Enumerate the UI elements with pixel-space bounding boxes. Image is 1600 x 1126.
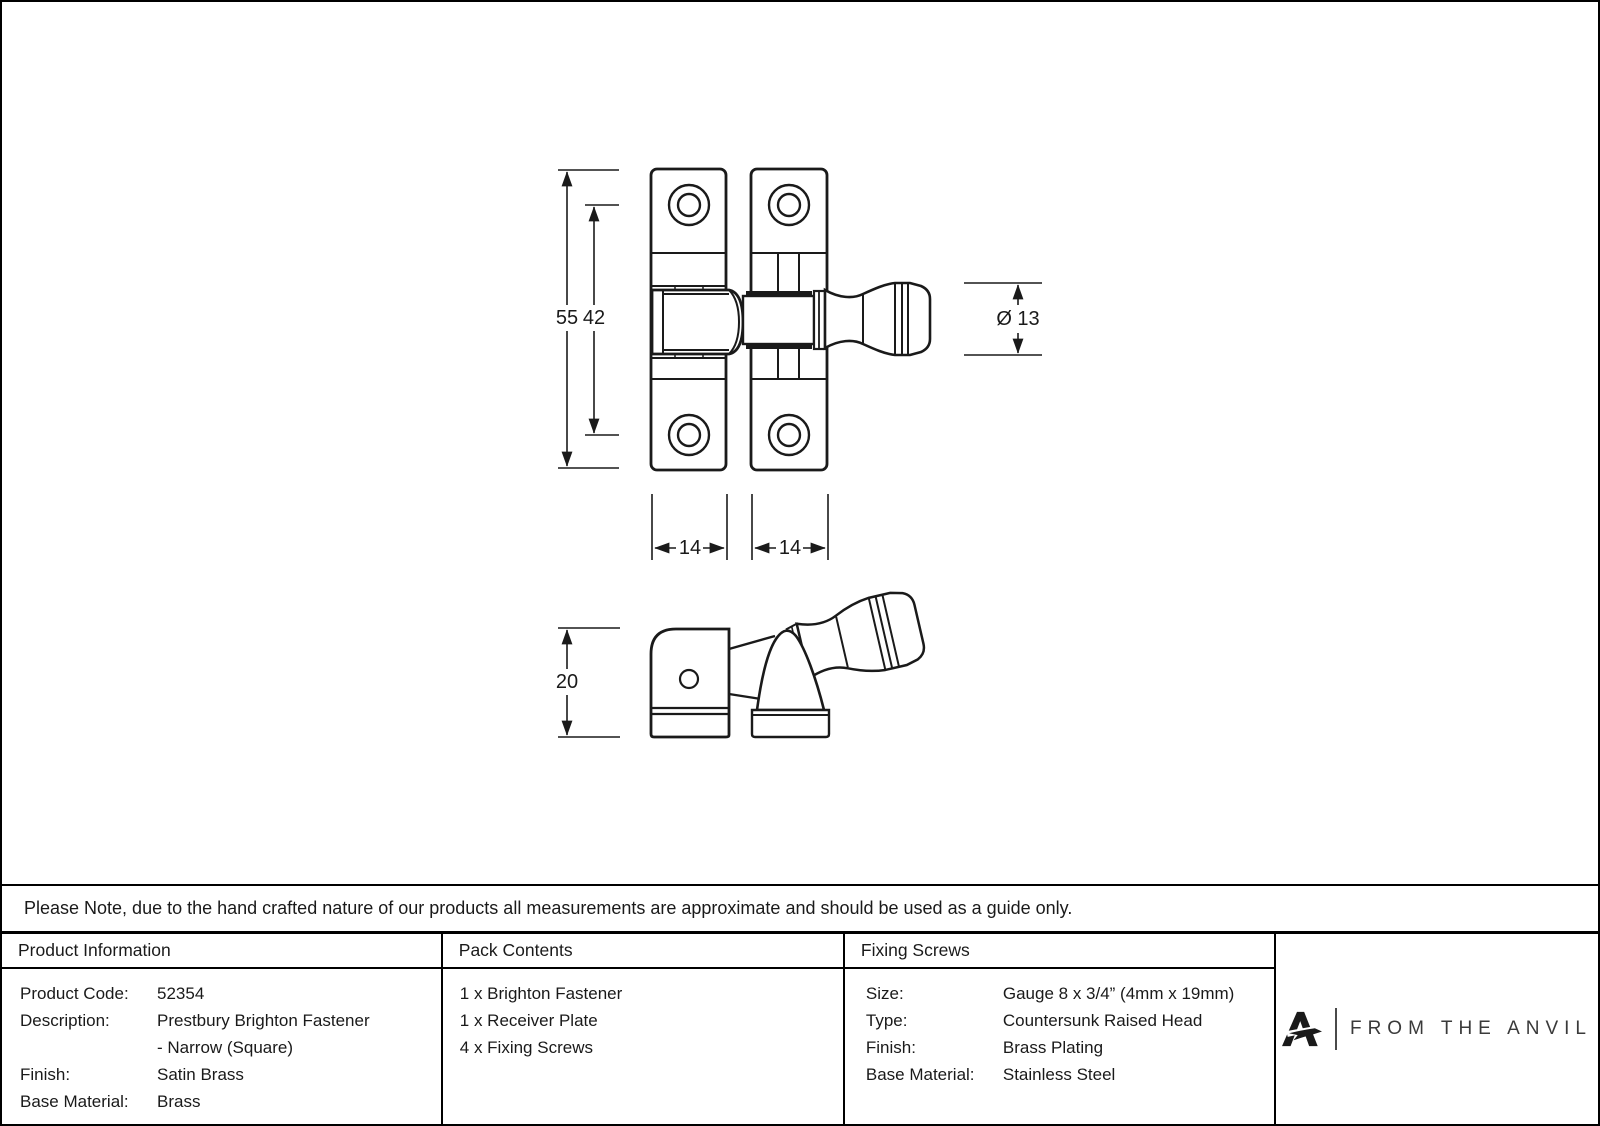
- dim-label-hole-centres: 42: [582, 307, 606, 329]
- screw-finish-value: Brass Plating: [1002, 1038, 1104, 1057]
- product-info-table: [2, 931, 1598, 1124]
- pack-item: 1 x Brighton Fastener: [459, 984, 623, 1003]
- pack-contents-header: Pack Contents: [443, 934, 843, 969]
- pack-item: 1 x Receiver Plate: [459, 1011, 598, 1030]
- pack-item: 4 x Fixing Screws: [459, 1038, 593, 1057]
- table-row: [866, 980, 1274, 1007]
- knob-neck: [814, 291, 825, 349]
- brand-name: FROM THE ANVIL: [1349, 1018, 1592, 1039]
- table-row: [866, 1034, 1274, 1061]
- fixing-screws-body: [845, 969, 1274, 1088]
- technical-drawing: [2, 2, 1600, 884]
- table-row: [20, 1061, 441, 1088]
- screw-base-material-value: Stainless Steel: [1002, 1065, 1116, 1084]
- dim-label-side-height: 20: [555, 671, 579, 693]
- screw-type-value: Countersunk Raised Head: [1002, 1011, 1203, 1030]
- dim-label-knob-diameter: Ø 13: [996, 308, 1040, 330]
- fastener-body-side: [651, 629, 729, 737]
- latch-slide: [652, 286, 743, 358]
- logo-divider: [1335, 1008, 1337, 1050]
- pack-contents-body: [443, 969, 843, 1061]
- description-value: Prestbury Brighton Fastener: [157, 1011, 370, 1030]
- finish-label: Finish:: [20, 1065, 71, 1084]
- description-value-line2: - Narrow (Square): [157, 1038, 294, 1057]
- table-row: [20, 1034, 441, 1061]
- measurement-note: Please Note, due to the hand crafted nature of our products all measurements are approximate and should be used as a guide only.: [24, 898, 1073, 918]
- dim-label-overall-height: 55: [555, 307, 579, 329]
- table-row: [866, 1007, 1274, 1034]
- product-code-value: 52354: [157, 984, 205, 1003]
- product-information-column: [2, 934, 443, 1124]
- screw-type-label: Type:: [865, 1011, 908, 1030]
- description-label-spacer: [20, 1034, 157, 1061]
- product-information-header: Product Information: [2, 934, 441, 969]
- table-row: [866, 1061, 1274, 1088]
- table-row: [20, 1007, 441, 1034]
- dim-label-fastener-plate-width: 14: [678, 537, 702, 559]
- finish-value: Satin Brass: [157, 1065, 244, 1084]
- screw-finish-label: Finish:: [865, 1038, 916, 1057]
- fixing-screws-header: Fixing Screws: [845, 934, 1274, 969]
- table-row: [20, 1088, 441, 1115]
- base-material-label: Base Material:: [20, 1092, 129, 1111]
- side-view: [555, 588, 927, 737]
- pack-contents-column: [443, 934, 845, 1124]
- dim-label-receiver-plate-width: 14: [778, 537, 802, 559]
- description-label: Description:: [20, 1011, 110, 1030]
- base-material-value: Brass: [157, 1092, 201, 1111]
- fixing-screws-column: [845, 934, 1276, 1124]
- screw-size-value: Gauge 8 x 3/4” (4mm x 19mm): [1002, 984, 1235, 1003]
- latch-bar: [743, 291, 814, 349]
- product-code-label: Product Code:: [20, 984, 129, 1003]
- note-row: [2, 884, 1598, 931]
- screw-base-material-label: Base Material:: [865, 1065, 975, 1084]
- brand-logo: [1276, 934, 1598, 1124]
- table-row: [20, 980, 441, 1007]
- brand-column: [1276, 934, 1598, 1124]
- from-the-anvil-logo-icon: [1282, 1008, 1322, 1050]
- product-information-body: [2, 969, 441, 1115]
- knob: [825, 283, 930, 355]
- front-view: [555, 169, 1042, 560]
- receiver-base-side: [752, 710, 829, 737]
- screw-size-label: Size:: [865, 984, 904, 1003]
